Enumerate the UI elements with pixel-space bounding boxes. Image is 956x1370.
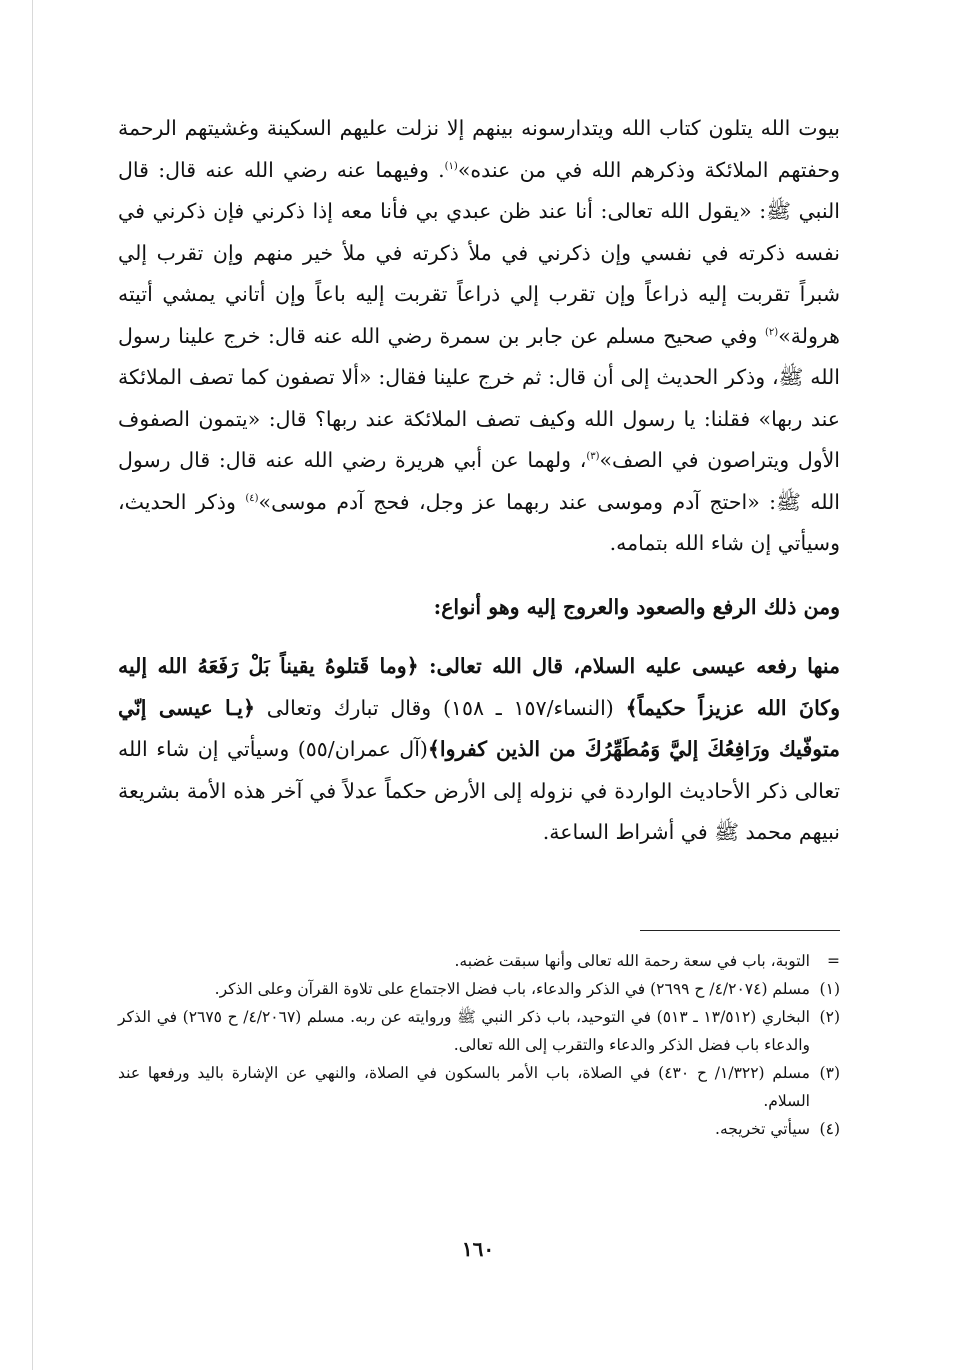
text-run: بيوت الله يتلون كتاب الله ويتدارسونه بينهم إلا نزلت عليهم السكينة وغشيتهم الرحمة وحفتهم الملائكة وذكرهم الله في من عنده»: [118, 116, 840, 182]
text-run: . وفيهما عنه رضي الله عنه قال: قال النبي ﷺ: «يقول الله تعالى: أنا عند ظن عبدي بي فأنا معه إذا ذكرني فإن ذكرني في نفسه ذكرته في نفسي وإن ذكرني في ملأ ذكرته في ملأ خير منهم وإن تقرب إلي شبراً تقربت إليه ذراعاً وإن تقرب إلي ذراعاً تقربت إليه باعاً وإن أتاني يمشي أتيته هرولة»: [118, 157, 841, 348]
text-run: وفي صحيح مسلم عن جابر بن سمرة رضي الله عنه قال: خرج علينا رسول الله ﷺ، وذكر الحديث إلى أن قال: ثم خرج علينا فقال: «ألا تصفون كما تصف الملائكة عند ربها» فقلنا: يا رسول الله وكيف تصف الملائكة عند ربها؟ قال: «يتمون الصفوف الأول ويتراصون في الصف»: [118, 323, 840, 472]
section-heading: ومن ذلك الرفع والصعود والعروج إليه وهو أنواع:: [433, 594, 840, 619]
footnote-text: التوبة، باب في سعة رحمة الله تعالى وأنها سبقت غضبه.: [454, 952, 810, 970]
footnote-ref-4[interactable]: (٤): [245, 492, 259, 504]
footnote-item: [118, 975, 840, 1003]
footnote-item: [118, 1003, 840, 1059]
paragraph-isa: [118, 646, 840, 854]
footnote-number: =: [827, 952, 840, 970]
text-run: وذكر الحديث، وسيأتي إن شاء الله بتمامه.: [118, 489, 840, 555]
paragraph-hadith: [118, 108, 840, 565]
page-number: ١٦٠: [461, 1237, 495, 1261]
footnote-item: [118, 1059, 840, 1115]
footnote-text: سيأتي تخريجه.: [715, 1120, 810, 1138]
text-run: (النساء/١٥٧ ـ ١٥٨) وقال تبارك وتعالى: [255, 695, 626, 720]
footnote-number: (١): [819, 980, 840, 998]
footnote-number: (٣): [819, 1064, 840, 1082]
footnote-text: البخاري (١٣/٥١٢ ـ ٥١٣) في التوحيد، باب ذكر النبي ﷺ وروايته عن ربه. مسلم (٤/٢٠٦٧/ ح ٢٦٧٥) في الذكر والدعاء باب فضل الذكر والدعاء والتقرب إلى الله تعالى.: [118, 1008, 810, 1054]
text-run: (آل عمران/٥٥) وسيأتي إن شاء الله تعالى ذكر الأحاديث الواردة في نزوله إلى الأرض حكماً عدلاً في آخر هذه الأمة بشريعة نبيهم محمد ﷺ في أشراط الساعة.: [118, 737, 840, 844]
footnote-item: [118, 947, 840, 975]
footnote-text: مسلم (١/٣٢٢/ ح ٤٣٠) في الصلاة، باب الأمر بالسكون في الصلاة، والنهي عن الإشارة باليد ورفعها عند السلام.: [118, 1064, 810, 1110]
footnotes: [118, 930, 840, 1143]
footnote-number: (٢): [819, 1008, 840, 1026]
footnote-ref-2[interactable]: (٢): [765, 326, 779, 338]
page-edge-line: [32, 0, 33, 1370]
footnote-ref-1[interactable]: (١): [444, 160, 458, 172]
footnote-ref-3[interactable]: (٣): [586, 451, 600, 463]
footnote-text: مسلم (٤/٢٠٧٤/ ح ٢٦٩٩) في الذكر والدعاء، باب فضل الاجتماع على تلاوة القرآن وعلى الذكر.: [214, 980, 810, 998]
footnote-item: [118, 1115, 840, 1143]
footnote-number: (٤): [819, 1120, 840, 1138]
footnote-divider: [640, 930, 840, 931]
main-text: [118, 108, 840, 854]
text-run-bold: ﴿يـا عيسى إنّي متوفّيك ورَافِعُكَ إليَّ وَمُطَهِّرُكَ من الذين كفروا﴾: [118, 695, 840, 761]
text-run: ، ولهما عن أبي هريرة رضي الله عنه قال: قال رسول الله ﷺ: «احتج آدم وموسى عند ربهما عز وجل، فحج آدم موسى»: [118, 448, 840, 514]
text-run-bold: منها رفعه عيسى عليه السلام، قال الله تعالى: ﴿وما قَتلوهُ يقيناً بَلْ رَفَعَهُ الله إليه وكانَ الله عزيزاً حكيماً﴾: [118, 654, 840, 720]
